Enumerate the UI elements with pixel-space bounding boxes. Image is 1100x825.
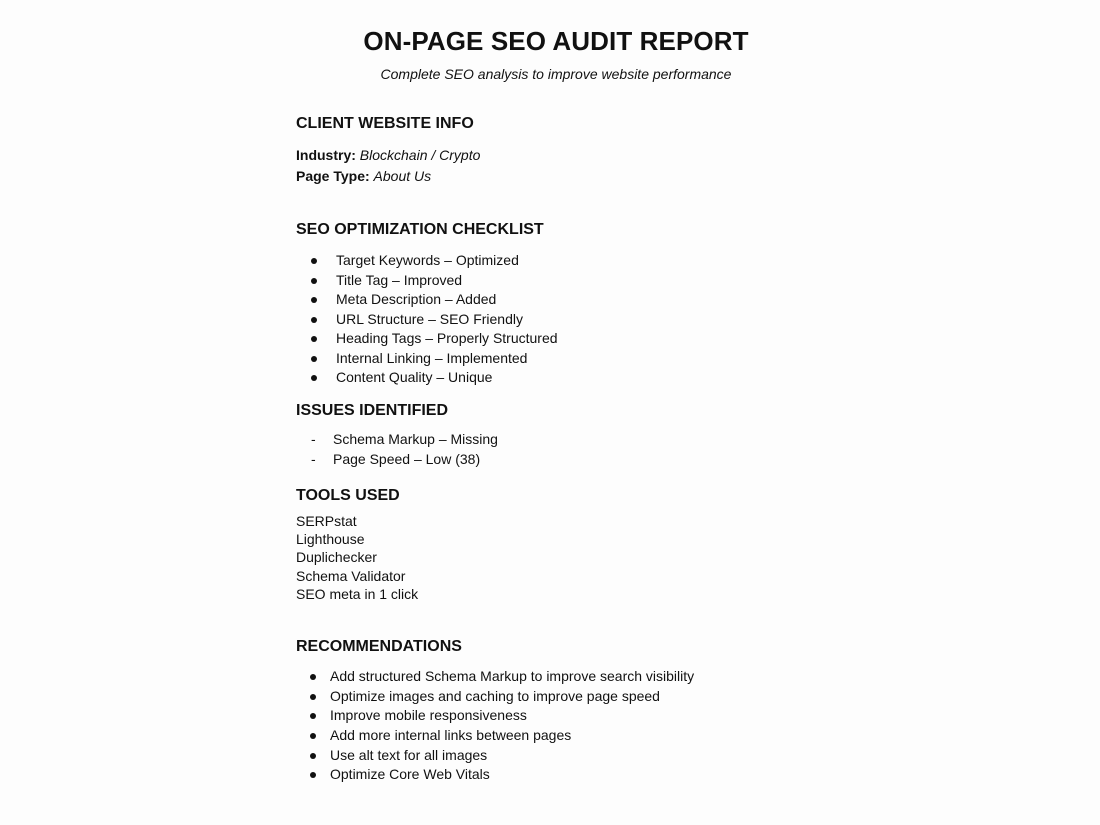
issues-list <box>311 430 498 469</box>
recommendations-list <box>310 667 694 785</box>
dash-marker: - <box>311 450 316 467</box>
list-item <box>310 271 558 291</box>
checklist-item-text: Content Quality – Unique <box>336 369 493 385</box>
bullet-icon <box>311 375 317 381</box>
industry-line <box>296 146 480 164</box>
list-item <box>310 368 558 388</box>
recommendations-heading: RECOMMENDATIONS <box>296 638 462 655</box>
recommendation-text: Improve mobile responsiveness <box>330 707 527 724</box>
checklist-item-text: Meta Description – Added <box>336 291 497 307</box>
bullet-icon <box>310 674 316 680</box>
client-info-heading: CLIENT WEBSITE INFO <box>296 115 474 132</box>
list-item <box>310 726 694 746</box>
industry-value: Blockchain / Crypto <box>359 147 481 163</box>
list-item <box>310 746 694 766</box>
list-item <box>310 667 694 687</box>
dash-marker: - <box>311 431 316 447</box>
tools-list <box>296 512 418 603</box>
list-item <box>310 765 694 785</box>
checklist-item-text: Title Tag – Improved <box>336 271 463 288</box>
list-item <box>310 349 558 369</box>
bullet-icon <box>310 713 316 719</box>
recommendation-text: Optimize Core Web Vitals <box>330 766 490 783</box>
issues-heading: ISSUES IDENTIFIED <box>296 402 449 419</box>
report-subtitle: Complete SEO analysis to improve website performance <box>380 66 732 82</box>
checklist-item-text: URL Structure – SEO Friendly <box>336 310 523 327</box>
list-item <box>310 706 694 726</box>
recommendation-text: Add structured Schema Markup to improve search visibility <box>330 668 695 684</box>
bullet-icon <box>311 336 317 342</box>
list-item <box>310 687 694 707</box>
bullet-icon <box>310 753 316 759</box>
recommendation-text: Optimize images and caching to improve page speed <box>330 687 660 704</box>
page-type-line <box>296 167 431 185</box>
list-item <box>310 329 558 349</box>
list-item <box>310 290 558 310</box>
tool-item: Duplichecker <box>296 549 377 566</box>
recommendation-text: Use alt text for all images <box>330 746 488 763</box>
bullet-icon <box>310 772 316 778</box>
checklist-heading: SEO OPTIMIZATION CHECKLIST <box>296 221 544 238</box>
bullet-icon <box>311 297 317 303</box>
list-item <box>310 251 558 271</box>
list-item <box>311 450 498 470</box>
issue-item-text: Schema Markup – Missing <box>333 431 498 447</box>
bullet-icon <box>311 278 317 284</box>
list-item <box>311 430 498 450</box>
tool-item: Schema Validator <box>296 567 406 584</box>
list-item <box>310 310 558 330</box>
recommendation-text: Add more internal links between pages <box>330 727 572 744</box>
checklist-list <box>310 251 558 388</box>
bullet-icon <box>311 258 317 264</box>
industry-label: Industry: <box>296 147 356 163</box>
checklist-item-text: Internal Linking – Implemented <box>336 349 528 366</box>
page-type-label: Page Type: <box>296 168 370 184</box>
tool-item: SEO meta in 1 click <box>296 585 419 602</box>
checklist-item-text: Heading Tags – Properly Structured <box>336 330 558 346</box>
bullet-icon <box>310 733 316 739</box>
checklist-item-text: Target Keywords – Optimized <box>336 252 519 268</box>
bullet-icon <box>311 317 317 323</box>
report-title: ON-PAGE SEO AUDIT REPORT <box>363 26 749 56</box>
tool-item: SERPstat <box>296 513 357 529</box>
tool-item: Lighthouse <box>296 531 365 548</box>
bullet-icon <box>311 356 317 362</box>
issue-item-text: Page Speed – Low (38) <box>333 450 481 467</box>
tools-heading: TOOLS USED <box>296 487 400 504</box>
page-type-value: About Us <box>373 168 432 184</box>
bullet-icon <box>310 694 316 700</box>
